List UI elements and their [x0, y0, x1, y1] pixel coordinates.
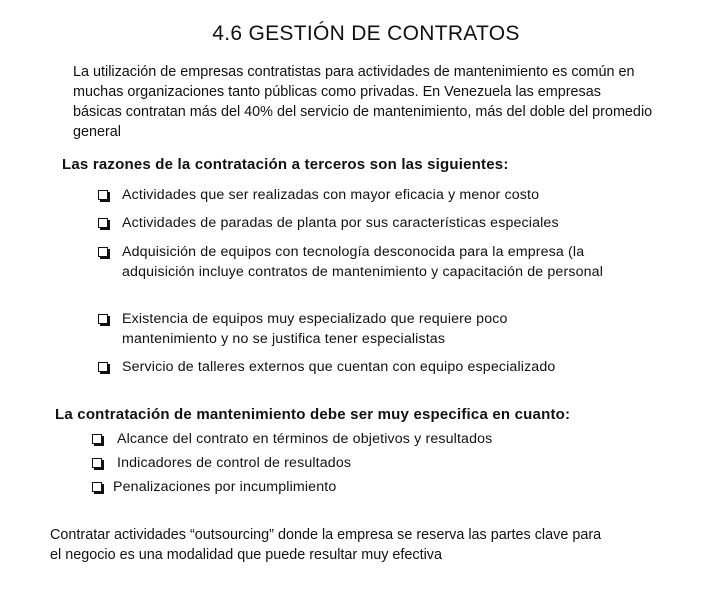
- list-item-text: Actividades de paradas de planta por sus características especiales: [122, 215, 559, 231]
- list-item-text: Existencia de equipos muy especializado que requiere poco mantenimiento y no se justifica tener especialistas: [122, 311, 508, 347]
- list-item: [98, 358, 638, 378]
- intro-paragraph: La utilización de empresas contratistas para actividades de mantenimiento es común en muchas organizaciones tanto públicas como privadas. En Venezuela las empresas básicas contratan más del 40% del servicio de mantenimiento, más del doble del promedio general: [73, 64, 653, 140]
- checkbox-bullet-icon: [98, 190, 108, 200]
- checkbox-bullet-icon: [98, 247, 108, 257]
- contract-scope-heading: La contratación de mantenimiento debe ser muy especifica en cuanto:: [55, 406, 571, 423]
- list-item: [92, 478, 612, 498]
- list-item: [92, 454, 612, 474]
- footer-paragraph: Contratar actividades “outsourcing” donde la empresa se reserva las partes clave para el negocio es una modalidad que puede resultar muy efectiva: [50, 527, 602, 563]
- list-item-text: Indicadores de control de resultados: [117, 455, 352, 471]
- list-item: [98, 243, 618, 282]
- checkbox-bullet-icon: [98, 314, 108, 324]
- checkbox-bullet-icon: [92, 434, 102, 444]
- list-item: [98, 310, 568, 349]
- reasons-heading: Las razones de la contratación a terceros son las siguientes:: [62, 156, 509, 173]
- page-title: 4.6 GESTIÓN DE CONTRATOS: [212, 22, 520, 45]
- list-item: [98, 186, 638, 206]
- list-item-text: Actividades que ser realizadas con mayor eficacia y menor costo: [122, 187, 540, 203]
- list-item-text: Alcance del contrato en términos de objetivos y resultados: [117, 431, 493, 447]
- checkbox-bullet-icon: [98, 218, 108, 228]
- list-item: [92, 430, 612, 450]
- checkbox-bullet-icon: [92, 458, 102, 468]
- list-item-text: Servicio de talleres externos que cuentan con equipo especializado: [122, 359, 556, 375]
- checkbox-bullet-icon: [98, 362, 108, 372]
- list-item: [98, 214, 638, 234]
- list-item-text: Penalizaciones por incumplimiento: [113, 479, 337, 495]
- list-item-text: Adquisición de equipos con tecnología desconocida para la empresa (la adquisición incluye contratos de mantenimiento y capacitación de personal: [122, 244, 603, 280]
- checkbox-bullet-icon: [92, 482, 102, 492]
